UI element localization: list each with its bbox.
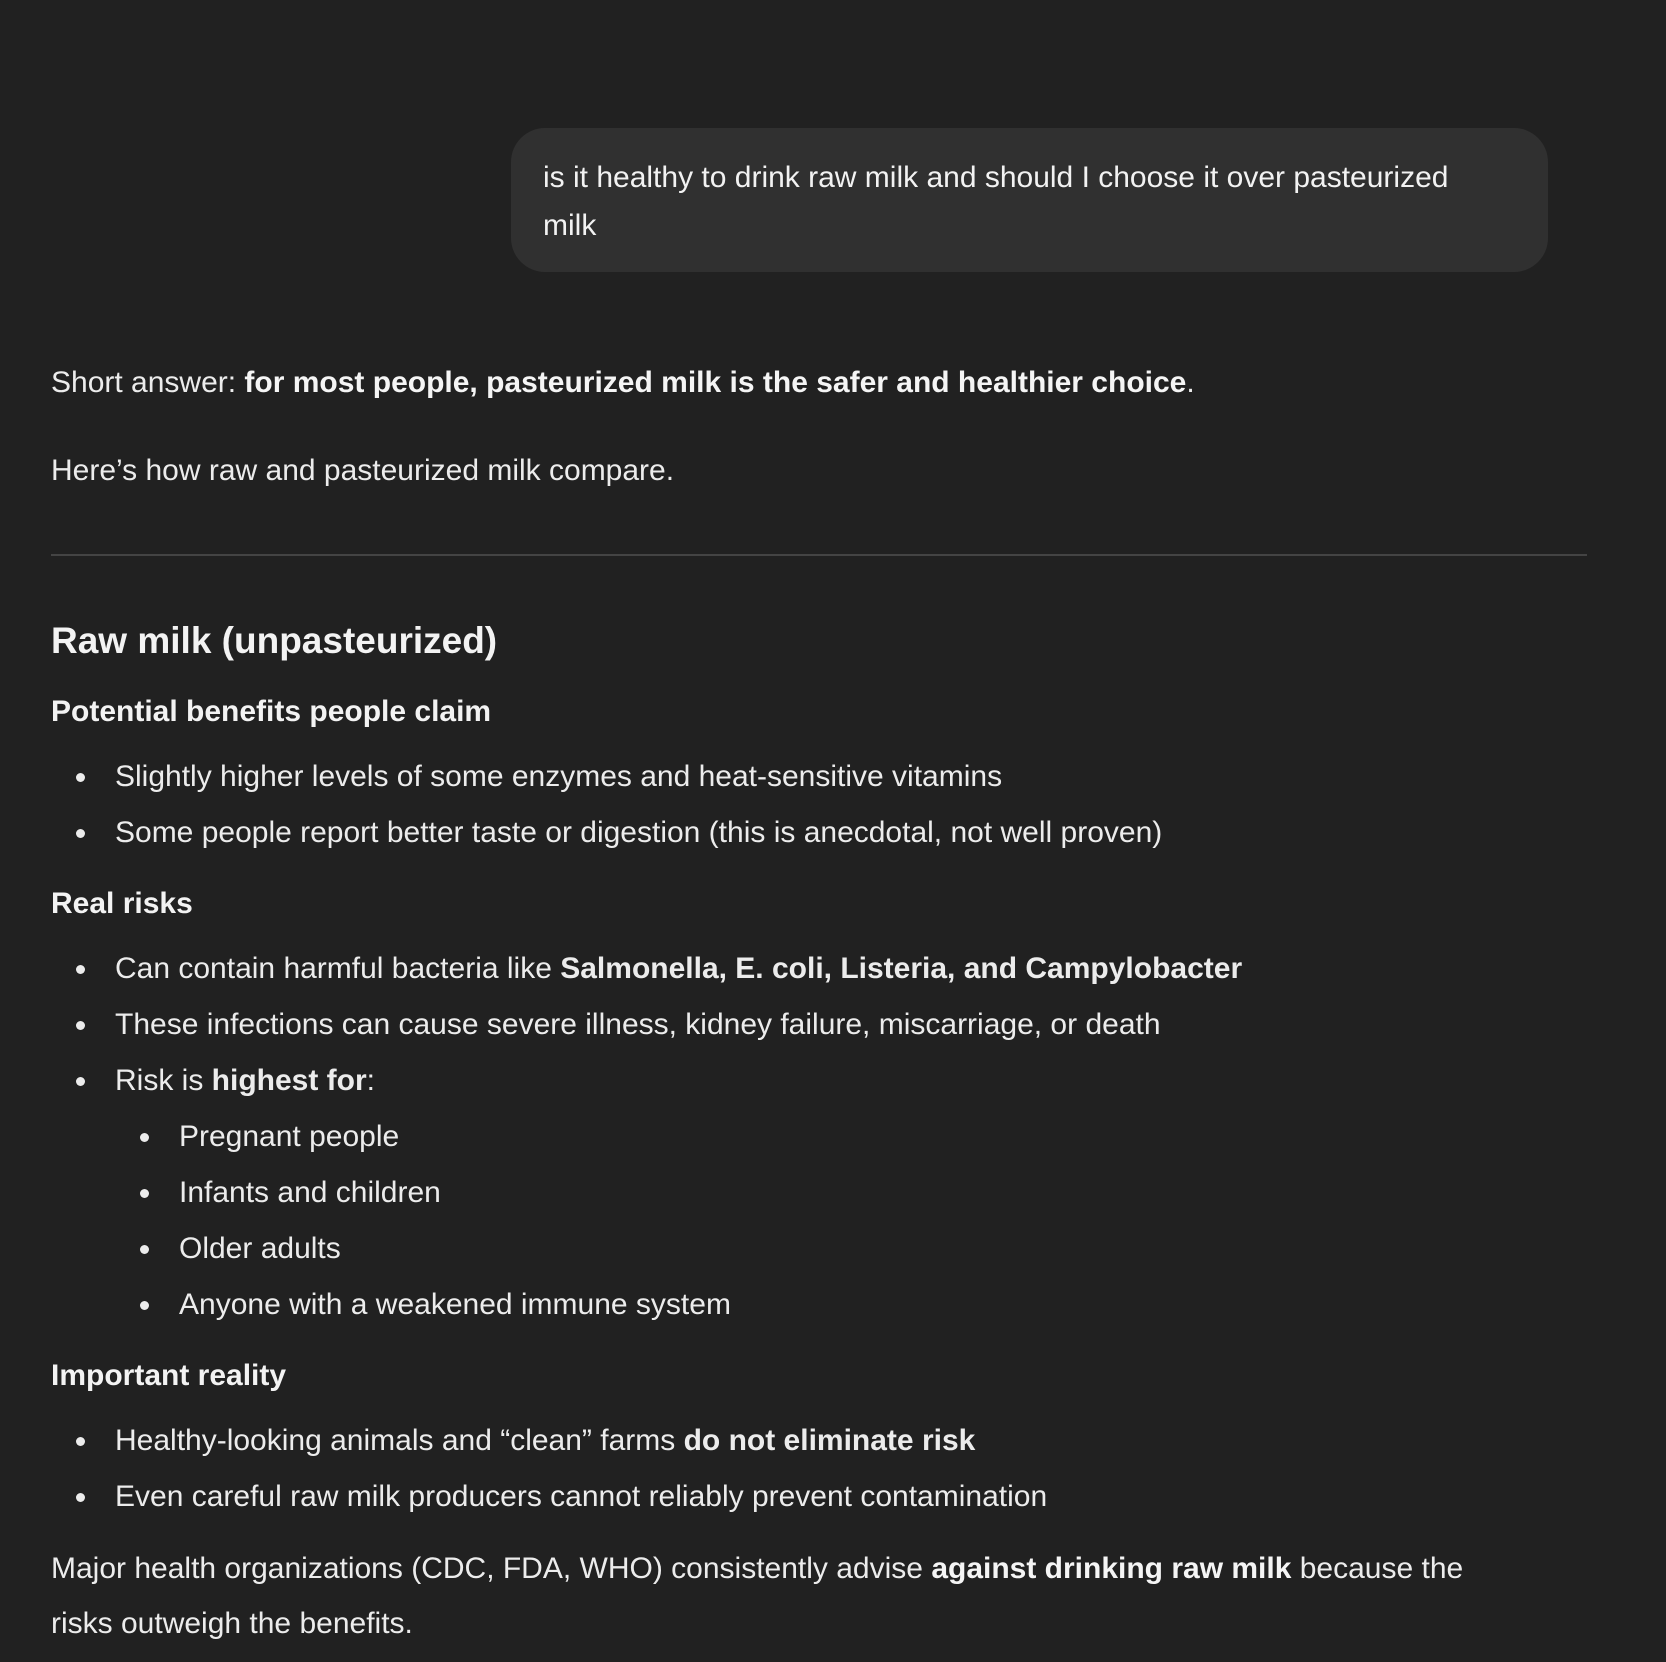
list-item [115,949,1242,989]
list-item-text: Can contain harmful bacteria like [115,952,561,985]
list-item: These infections can cause severe illness, kidney failure, miscarriage, or death [115,1008,1161,1041]
list-item-text: Risk is [115,1064,212,1097]
user-message-line: is it healthy to drink raw milk and should I choose it over pasteurized [543,161,1449,194]
bullet-icon [140,1245,149,1254]
bullet-icon [76,1077,85,1086]
user-message-bubble [511,128,1548,272]
bullet-icon [140,1133,149,1142]
bullet-icon [76,1437,85,1446]
list-item-text: Healthy-looking animals and “clean” farms [115,1424,684,1457]
conclusion-line: risks outweigh the benefits. [51,1607,413,1640]
short-answer-suffix: . [1186,366,1195,399]
user-message-line: milk [543,209,597,242]
conclusion-text: Major health organizations (CDC, FDA, WHO) consistently advise [51,1552,932,1585]
bullet-icon [76,1021,85,1030]
conclusion-line [51,1549,1463,1589]
list-item [115,1421,975,1461]
list-item: Even careful raw milk producers cannot reliably prevent contamination [115,1480,1048,1513]
bullet-icon [76,829,85,838]
divider [51,554,1587,556]
list-item: Some people report better taste or digestion (this is anecdotal, not well proven) [115,816,1163,849]
bullet-icon [76,773,85,782]
sublist-item: Older adults [179,1232,341,1265]
bullet-icon [140,1189,149,1198]
list-item: Slightly higher levels of some enzymes and heat-sensitive vitamins [115,760,1003,793]
bullet-icon [76,965,85,974]
risks-heading: Real risks [51,887,193,920]
list-item-bold: do not eliminate risk [683,1424,976,1457]
list-item-text: : [366,1064,376,1097]
intro-text: Here’s how raw and pasteurized milk compare. [51,454,675,487]
sublist-item: Pregnant people [179,1120,400,1153]
bullet-icon [140,1301,149,1310]
short-answer-bold: for most people, pasteurized milk is the safer and healthier choice [244,366,1187,399]
short-answer-prefix: Short answer: [51,366,245,399]
bullet-icon [76,1493,85,1502]
sublist-item: Anyone with a weakened immune system [179,1288,731,1321]
short-answer [51,363,1195,403]
list-item-bold: highest for [211,1064,367,1097]
conclusion-bold: against drinking raw milk [931,1552,1292,1585]
reality-heading: Important reality [51,1359,287,1392]
benefits-heading: Potential benefits people claim [51,695,492,728]
list-item [115,1061,375,1101]
sublist-item: Infants and children [179,1176,441,1209]
list-item-bold: Salmonella, E. coli, Listeria, and Campylobacter [560,952,1243,985]
section-heading: Raw milk (unpasteurized) [51,620,498,661]
conclusion-text: because the [1291,1552,1464,1585]
